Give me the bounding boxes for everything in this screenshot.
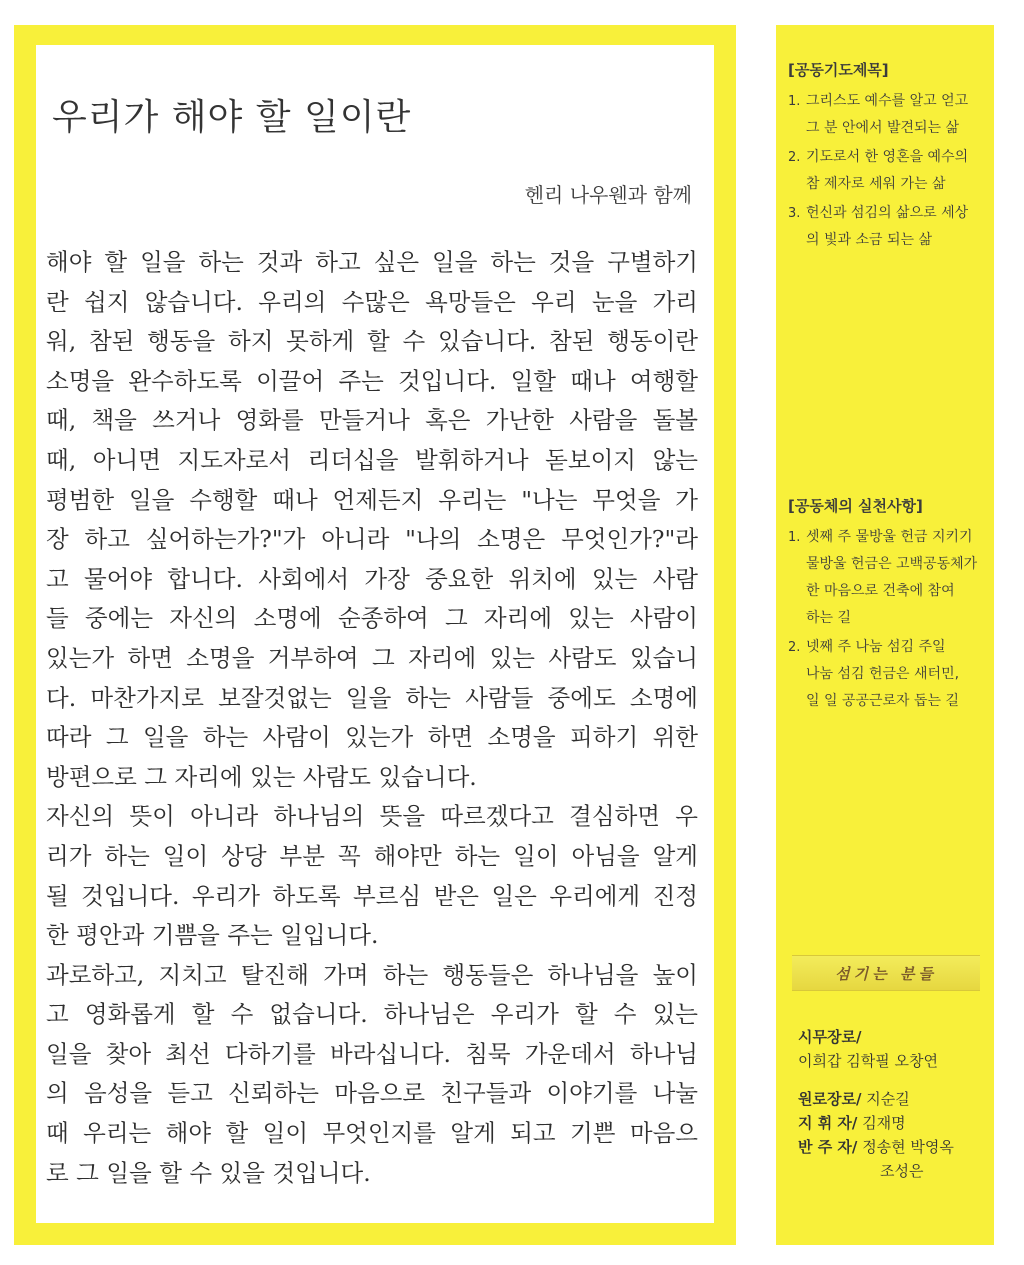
item-line: 그 분 안에서 발견되는 삶 bbox=[806, 120, 960, 136]
body-line: 따라 그 일을 하는 사람이 있는가 하면 소명을 피하기 위한 bbox=[46, 723, 698, 752]
body-line: 소명을 완수하도록 이끌어 주는 것입니다. 일할 때나 여행할 bbox=[46, 366, 698, 395]
senior-elder-row bbox=[798, 1087, 984, 1111]
prayer-list bbox=[788, 88, 984, 254]
practice-heading: [공동체의 실천사항] bbox=[788, 497, 923, 515]
body-line: 란 쉽지 않습니다. 우리의 수많은 욕망들은 우리 눈을 가리 bbox=[46, 287, 698, 316]
item-line: 하는 길 bbox=[806, 610, 852, 626]
item-number: 1. bbox=[788, 530, 801, 545]
body-line: 과로하고, 지치고 탈진해 가며 하는 행동들은 하나님을 높이 bbox=[46, 960, 698, 989]
item-line: 참 제자로 세워 가는 삶 bbox=[806, 176, 946, 192]
item-number: 2. bbox=[788, 640, 801, 655]
body-line: 들 중에는 자신의 소명에 순종하여 그 자리에 있는 사람이 bbox=[46, 604, 698, 633]
prayer-heading: [공동기도제목] bbox=[788, 61, 889, 79]
body-line: 때, 아니면 지도자로서 리더십을 발휘하거나 돋보이지 않는 bbox=[46, 445, 698, 474]
item-line: 의 빛과 소금 되는 삶 bbox=[806, 232, 932, 248]
item-line: 셋째 주 물방울 헌금 지키기 bbox=[806, 529, 973, 545]
sidebar-list-item bbox=[788, 634, 984, 715]
sidebar bbox=[776, 25, 994, 1245]
body-line: 워, 참된 행동을 하지 못하게 할 수 있습니다. 참된 행동이란 bbox=[46, 327, 698, 356]
article-subtitle: 헨리 나우웬과 함께 bbox=[524, 183, 692, 207]
practice-section bbox=[788, 495, 984, 717]
body-line: 고 영화롭게 할 수 없습니다. 하나님은 우리가 할 수 있는 bbox=[46, 1000, 698, 1029]
body-line: 해야 할 일을 하는 것과 하고 싶은 일을 하는 것을 구별하기 bbox=[46, 248, 698, 276]
body-line: 일을 찾아 최선 다하기를 바라십니다. 침묵 가운데서 하나님 bbox=[46, 1039, 698, 1068]
item-line: 기도로서 한 영혼을 예수의 bbox=[806, 149, 969, 165]
sidebar-list-item bbox=[788, 524, 984, 632]
item-line: 그리스도 예수를 알고 얻고 bbox=[806, 93, 969, 109]
body-line: 장 하고 싶어하는가?"가 아니라 "나의 소명은 무엇인가?"라 bbox=[46, 525, 698, 554]
item-line: 나눔 섬김 헌금은 새터민, bbox=[806, 666, 960, 682]
body-line: 평범한 일을 수행할 때나 언제든지 우리는 "나는 무엇을 가 bbox=[46, 485, 698, 514]
body-line: 자신의 뜻이 아니라 하나님의 뜻을 따르겠다고 결심하면 우 bbox=[46, 802, 698, 831]
sidebar-list-item bbox=[788, 144, 984, 198]
prayer-section bbox=[788, 59, 984, 256]
staff-gap bbox=[798, 1073, 984, 1087]
body-line: 방편으로 그 자리에 있는 사람도 있습니다. bbox=[46, 762, 477, 791]
item-line: 넷째 주 나눔 섬김 주일 bbox=[806, 639, 946, 655]
article-panel bbox=[36, 45, 714, 1223]
body-line: 될 것입니다. 우리가 하도록 부르심 받은 일은 우리에게 진정 bbox=[46, 881, 698, 910]
item-line: 한 마음으로 건축에 참여 bbox=[806, 583, 955, 599]
staff-list bbox=[798, 1025, 984, 1183]
accompanist-names-2: 조성은 bbox=[880, 1162, 924, 1180]
item-number: 3. bbox=[788, 206, 801, 221]
conductor-names: 김재명 bbox=[862, 1114, 906, 1132]
body-line: 의 음성을 듣고 신뢰하는 마음으로 친구들과 이야기를 나눌 bbox=[46, 1079, 698, 1108]
body-line: 고 물어야 합니다. 사회에서 가장 중요한 위치에 있는 사람 bbox=[46, 564, 698, 593]
sidebar-list-item bbox=[788, 200, 984, 254]
body-line: 한 평안과 기쁨을 주는 일입니다. bbox=[46, 921, 379, 950]
article-title: 우리가 해야 할 일이란 bbox=[52, 97, 412, 138]
senior-role: 원로장로/ bbox=[798, 1090, 862, 1108]
accompanist-names-1: 정송현 박영옥 bbox=[862, 1138, 954, 1156]
accompanist-role: 반 주 자/ bbox=[798, 1138, 858, 1156]
article-frame bbox=[14, 25, 736, 1245]
item-line: 일 일 공공근로자 돕는 길 bbox=[806, 693, 960, 709]
article-body bbox=[46, 243, 698, 1193]
body-line: 리가 하는 일이 상당 부분 꼭 해야만 하는 일이 아님을 알게 bbox=[46, 841, 698, 870]
body-line: 다. 마찬가지로 보잘것없는 일을 하는 사람들 중에도 소명에 bbox=[46, 683, 698, 712]
body-line: 때 우리는 해야 할 일이 무엇인지를 알게 되고 기쁜 마음으 bbox=[46, 1119, 698, 1148]
conductor-role: 지 휘 자/ bbox=[798, 1114, 858, 1132]
senior-names: 지순길 bbox=[866, 1090, 910, 1108]
sidebar-list-item bbox=[788, 88, 984, 142]
item-number: 2. bbox=[788, 150, 801, 165]
body-line: 있는가 하면 소명을 거부하여 그 자리에 있는 사람도 있습니 bbox=[46, 643, 698, 672]
item-line: 헌신과 섬김의 삶으로 세상 bbox=[806, 205, 969, 221]
practice-list bbox=[788, 524, 984, 715]
conductor-row bbox=[798, 1111, 984, 1135]
body-line: 때, 책을 쓰거나 영화를 만들거나 혹은 가난한 사람을 돌볼 bbox=[46, 406, 698, 435]
elders-role: 시무장로/ bbox=[798, 1028, 862, 1046]
body-line: 로 그 일을 할 수 있을 것입니다. bbox=[46, 1158, 371, 1187]
accompanist-row bbox=[798, 1135, 984, 1159]
item-number: 1. bbox=[788, 94, 801, 109]
item-line: 물방울 헌금은 고백공동체가 bbox=[806, 556, 978, 572]
elders-names: 이희갑 김학필 오창연 bbox=[798, 1052, 938, 1070]
servers-banner: 섬기는 분들 bbox=[792, 955, 980, 991]
